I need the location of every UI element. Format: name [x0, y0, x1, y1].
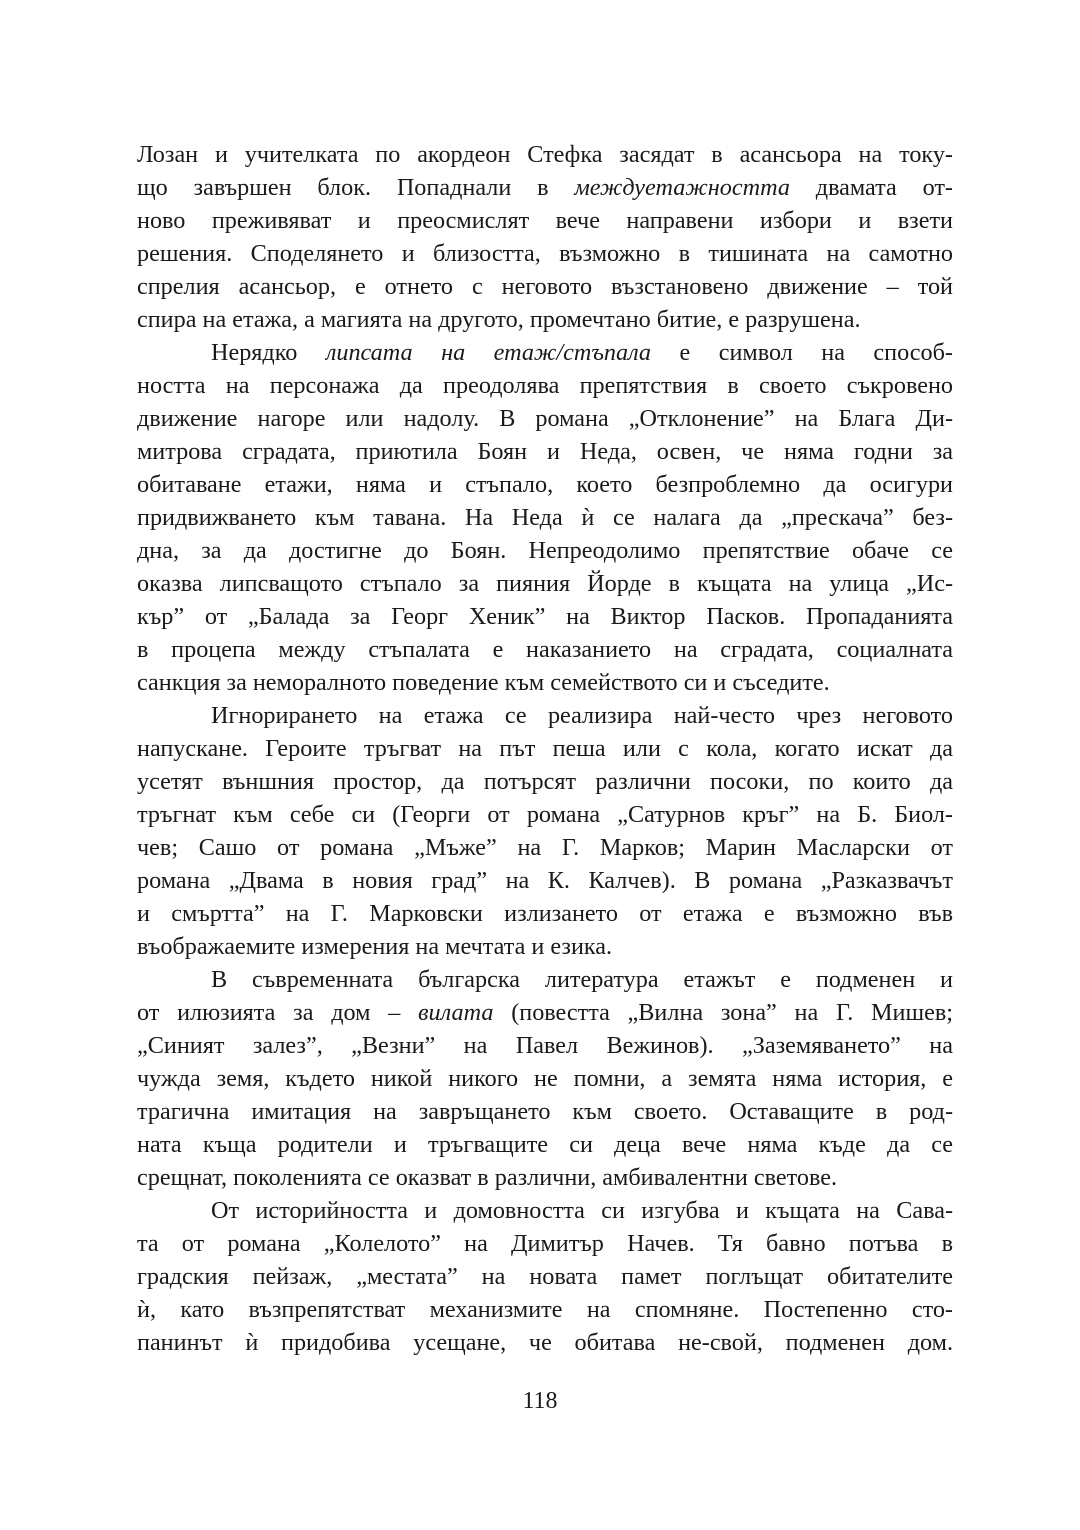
text-run: ново преживяват и преосмислят вече направени избори и взети: [137, 207, 953, 234]
text-run: спрелия асансьор, е отнето с неговото възстановено движение – той: [137, 273, 953, 300]
text-line: [137, 864, 953, 897]
text-run: движение нагоре или надолу. В романа „Отклонение” на Блага Ди-: [137, 405, 953, 432]
italic-term: вилата: [418, 999, 494, 1026]
text-line: [137, 237, 953, 270]
italic-term: междуетажността: [574, 174, 790, 201]
text-line: [137, 765, 953, 798]
text-run: усетят външния простор, да потърсят различни посоки, по които да: [137, 768, 953, 795]
text-line: [137, 369, 953, 402]
text-line: [137, 204, 953, 237]
text-line: [137, 534, 953, 567]
paragraph: [137, 336, 953, 699]
text-run: Нерядко: [211, 339, 326, 366]
text-run: що завършен блок. Попаднали в: [137, 174, 575, 201]
text-line: [137, 402, 953, 435]
page-number: 118: [522, 1388, 558, 1414]
text-run: спира на етажа, а магията на другото, промечтано битие, е разрушена.: [137, 306, 861, 333]
text-line: [137, 1194, 953, 1227]
text-run: въображаемите измерения на мечтата и езика.: [137, 933, 613, 960]
text-line: [137, 303, 953, 336]
text-run: чев; Сашо от романа „Мъже” на Г. Марков; Марин Масларски от: [137, 834, 953, 861]
text-line: [137, 336, 953, 369]
italic-term: липсата на етаж/стъпала: [325, 339, 652, 366]
text-run: (повестта „Вилна зона” на Г. Мишев;: [493, 999, 953, 1026]
paragraph: [137, 963, 953, 1194]
text-run: и смъртта” на Г. Марковски излизането от етажа е възможно във: [137, 900, 953, 927]
text-run: градския пейзаж, „местата” на новата памет поглъщат обитателите: [137, 1263, 953, 1290]
text-line: [137, 699, 953, 732]
text-run: та от романа „Колелото” на Димитър Начев. Тя бавно потъва в: [137, 1230, 953, 1257]
paragraph: [137, 138, 953, 336]
paragraph: [137, 1194, 953, 1359]
text-line: [137, 831, 953, 864]
text-run: решения. Споделянето и близостта, възможно в тишината на самотно: [137, 240, 953, 267]
text-run: Лозан и учителката по акордеон Стефка засядат в асансьора на току-: [137, 141, 953, 168]
text-run: романа „Двама в новия град” на К. Калчев). В романа „Разказвачът: [137, 867, 953, 894]
text-line: [137, 1326, 953, 1359]
text-run: оказва липсващото стъпало за пияния Йорде в къщата на улица „Ис-: [137, 570, 953, 597]
text-line: [137, 138, 953, 171]
text-run: ността на персонажа да преодолява препятствия в своето съкровено: [137, 372, 953, 399]
text-run: придвижването към тавана. На Неда ѝ се налага да „прескача” без-: [137, 504, 953, 531]
text-run: срещнат, поколенията се оказват в различни, амбивалентни светове.: [137, 1164, 838, 1191]
paragraph: [137, 699, 953, 963]
text-run: От историйността и домовността си изгубва и къщата на Сава-: [211, 1197, 953, 1224]
text-run: Игнорирането на етажа се реализира най-често чрез неговото: [211, 702, 953, 729]
text-line: [137, 930, 953, 963]
text-line: [137, 1128, 953, 1161]
text-run: дна, за да достигне до Боян. Непреодолимо препятствие обаче се: [137, 537, 953, 564]
text-line: [137, 468, 953, 501]
text-line: [137, 270, 953, 303]
text-line: [137, 633, 953, 666]
text-line: [137, 1095, 953, 1128]
text-run: митрова сградата, приютила Боян и Неда, освен, че няма годни за: [137, 438, 953, 465]
text-run: двамата от-: [789, 174, 953, 201]
text-line: [137, 1161, 953, 1194]
text-line: [137, 666, 953, 699]
text-run: чужда земя, където никой никого не помни, а земята няма история, е: [137, 1065, 953, 1092]
text-line: [137, 501, 953, 534]
text-line: [137, 1227, 953, 1260]
text-run: ѝ, като възпрепятстват механизмите на спомняне. Постепенно сто-: [137, 1296, 953, 1323]
text-line: [137, 1062, 953, 1095]
text-line: [137, 798, 953, 831]
text-line: [137, 963, 953, 996]
text-line: [137, 435, 953, 468]
text-run: В съвременната българска литература етажът е подменен и: [211, 966, 953, 993]
text-line: [137, 897, 953, 930]
text-line: [137, 1260, 953, 1293]
text-run: „Синият залез”, „Везни” на Павел Вежинов). „Заземяването” на: [137, 1032, 953, 1059]
text-line: [137, 567, 953, 600]
text-line: [137, 732, 953, 765]
text-run: ната къща родители и тръгващите си деца вече няма къде да се: [137, 1131, 953, 1158]
text-run: е символ на способ-: [651, 339, 953, 366]
text-run: тръгнат към себе си (Георги от романа „Сатурнов кръг” на Б. Биол-: [137, 801, 953, 828]
text-run: обитаване етажи, няма и стъпало, което безпроблемно да осигури: [137, 471, 953, 498]
text-run: от илюзията за дом –: [137, 999, 419, 1026]
text-line: [137, 171, 953, 204]
body-text: [137, 138, 953, 1359]
text-line: [137, 1293, 953, 1326]
text-line: [137, 1029, 953, 1062]
text-run: в процепа между стъпалата е наказанието на сградата, социалната: [137, 636, 953, 663]
text-run: трагична имитация на завръщането към своето. Оставащите в род-: [137, 1098, 953, 1125]
text-run: кър” от „Балада за Георг Хеник” на Виктор Пасков. Пропаданията: [137, 603, 953, 630]
text-line: [137, 600, 953, 633]
text-run: панинът ѝ придобива усещане, че обитава не-свой, подменен дом.: [137, 1329, 953, 1356]
text-run: санкция за неморалното поведение към семейството си и съседите.: [137, 669, 830, 696]
text-line: [137, 996, 953, 1029]
text-run: напускане. Героите тръгват на път пеша или с кола, когато искат да: [137, 735, 953, 762]
